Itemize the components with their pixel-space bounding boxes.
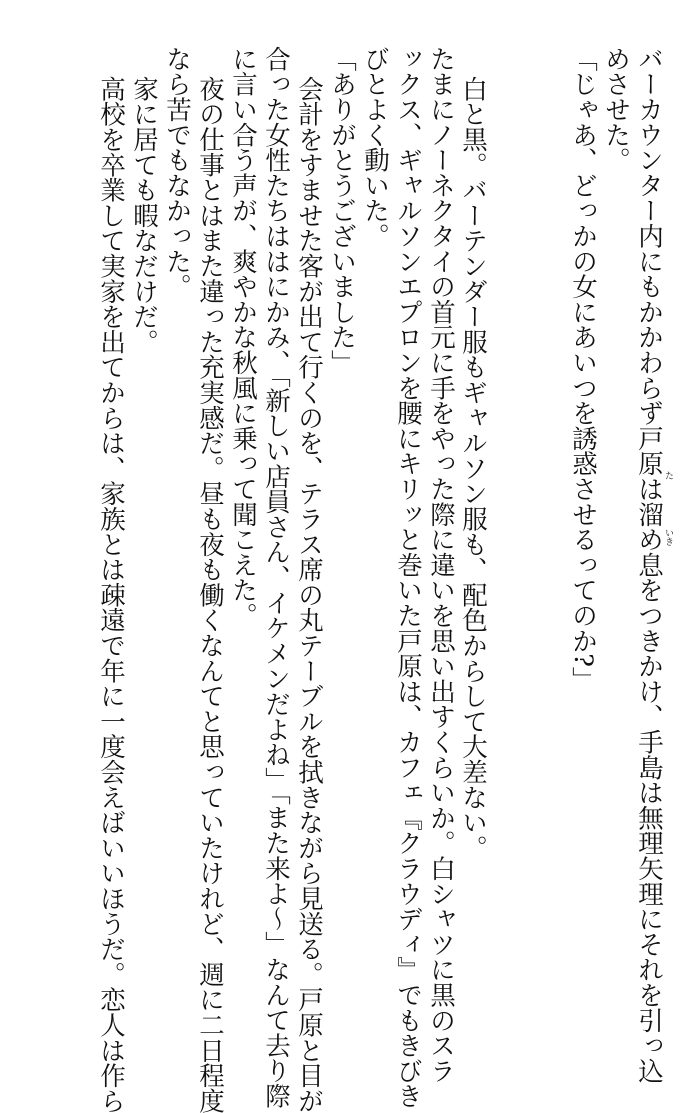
text-line xyxy=(96,76,126,1113)
text-line xyxy=(261,46,291,1109)
text-line xyxy=(195,76,225,1113)
line-text: 家に居ても暇なだけだ。 xyxy=(129,76,159,355)
ruby-reading: いき xyxy=(663,528,673,546)
text-line xyxy=(601,46,631,981)
line-text: なら苦でもなかった。 xyxy=(162,46,192,300)
text-line xyxy=(129,76,159,981)
ruby-annotation xyxy=(663,528,673,546)
line-text: バーカウンター内にもかかわらず戸原は溜め息をつきかけ、手島は無理矢理にそれを引っ込 xyxy=(634,46,664,1084)
blank-line xyxy=(535,46,565,981)
text-line xyxy=(568,46,598,981)
text-line xyxy=(634,46,664,1084)
text-line xyxy=(458,76,488,981)
ruby-annotation xyxy=(663,471,673,480)
line-text: 「じゃあ、どっかの女にあいつを誘惑させるってのか?」 xyxy=(568,46,598,692)
line-text: ックス、ギャルソンエプロンを腰にキリッと巻いた戸原は、カフェ『クラウディ』でもきびき xyxy=(393,46,423,1109)
line-text: 「ありがとうございました」 xyxy=(327,46,357,375)
line-text: 会計をすませた客が出て行くのを、テラス席の丸テーブルを拭きながら見送る。戸原と目が xyxy=(294,76,324,1113)
text-line xyxy=(294,76,324,1113)
line-text: 高校を卒業して実家を出てからは、家族とは疎遠で年に一度会えばいいほうだ。恋人は作ら xyxy=(96,76,126,1113)
text-line xyxy=(426,46,456,1084)
text-line xyxy=(162,46,192,981)
line-text: めさせた。 xyxy=(601,46,631,173)
line-text: 白と黒。バーテンダー服もギャルソン服も、配色からして大差ない。 xyxy=(458,76,488,861)
text-line xyxy=(393,46,423,1109)
line-text: びとよく動いた。 xyxy=(360,46,390,249)
line-text: たまにノーネクタイの首元に手をやった際に違いを思い出すくらいか。白シャツに黒のスラ xyxy=(426,46,456,1084)
ruby-reading: た xyxy=(663,471,673,480)
text-line xyxy=(360,46,390,981)
line-text: 合った女性たちははにかみ、「新しい店員さん、イケメンだよね」「また来よ〜」なんて去り際 xyxy=(261,46,291,1109)
text-line xyxy=(228,46,258,981)
line-text: に言い合う声が、爽やかな秋風に乗って聞こえた。 xyxy=(228,46,258,628)
line-text: 夜の仕事とはまた違った充実感だ。昼も夜も働くなんてと思っていたけれど、週に二日程度 xyxy=(195,76,225,1113)
text-line xyxy=(327,46,357,981)
